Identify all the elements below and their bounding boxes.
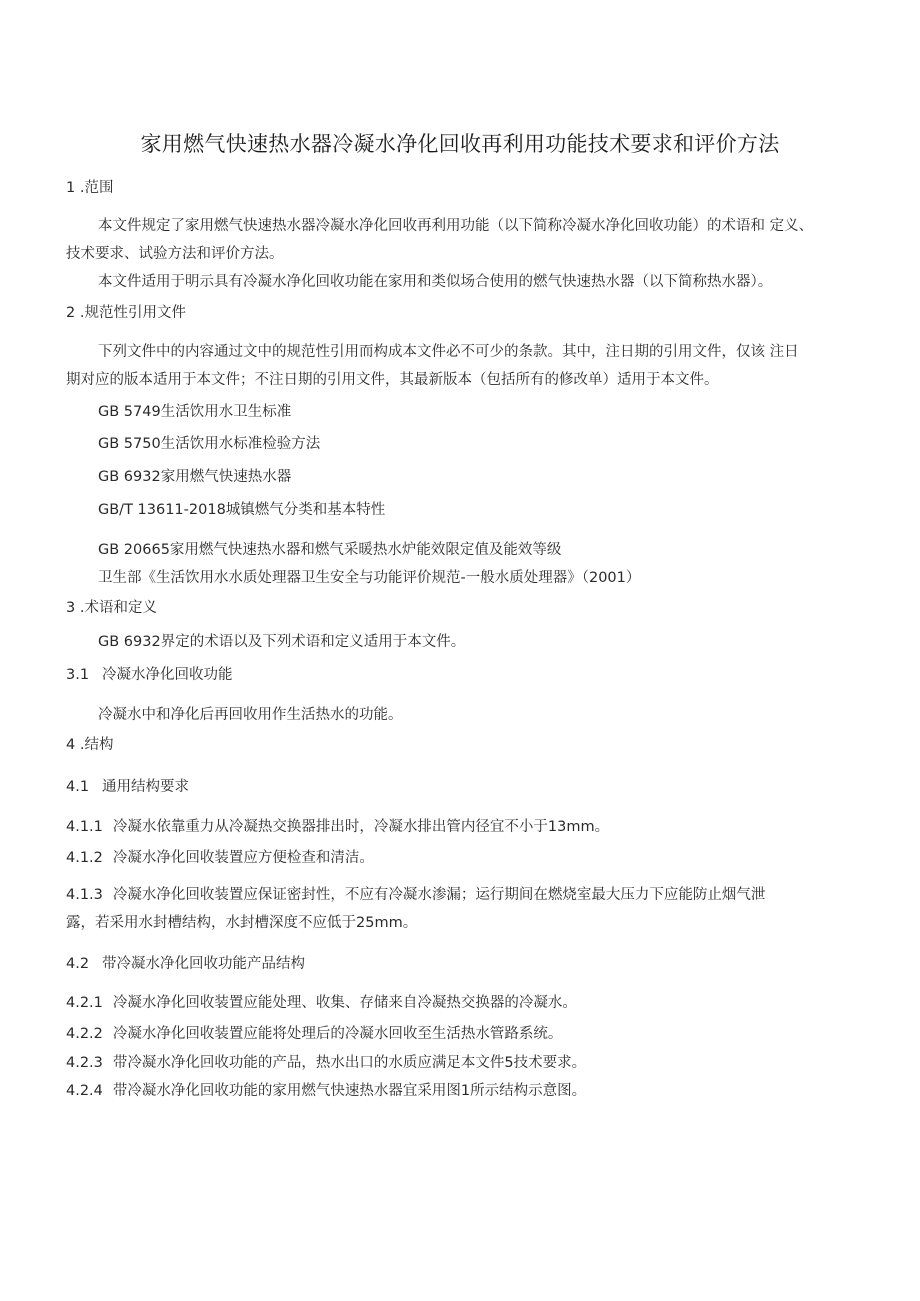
document-title: 家用燃气快速热水器冷凝水净化回收再利用功能技术要求和评价方法 [140,132,780,156]
section-1-paragraph-2: 本文件适用于明示具有冷凝水净化回收功能在家用和类似场合使用的燃气快速热水器（以下简称热水器）。 [98,274,773,290]
clause-number: 4.1 [66,779,90,795]
clause-number: 4.2.4 [66,1083,103,1099]
section-3-paragraph: GB 6932界定的术语以及下列术语和定义适用于本文件。 [98,634,466,650]
section-3-heading: 3 .术语和定义 [66,600,157,616]
clause-4-2-1 [66,991,577,1012]
clause-text: 冷凝水净化回收装置应能将处理后的冷凝水回收至生活热水管路系统。 [112,1026,563,1042]
clause-text: 带冷凝水净化回收功能的产品，热水出口的水质应满足本文件5技术要求。 [112,1055,587,1071]
clause-number: 4.1.1 [66,819,103,835]
clause-text: 冷凝水净化回收装置应方便检查和清洁。 [112,850,374,866]
reference-item: GB 5750生活饮用水标准检验方法 [98,436,321,452]
section-1-paragraph-1a: 本文件规定了家用燃气快速热水器冷凝水净化回收再利用功能（以下简称冷凝水净化回收功能）的术语和 定义、 [98,218,814,234]
clause-number: 4.1.3 [66,887,103,903]
clause-number: 4.2.2 [66,1026,103,1042]
section-1-paragraph-1b: 技术要求、试验方法和评价方法。 [66,246,284,262]
subsection-4-2-heading [66,952,305,973]
clause-text: 冷凝水依靠重力从冷凝热交换器排出时，冷凝水排出管内径宜不小于13mm。 [112,819,610,835]
clause-number: 4.2 [66,956,90,972]
clause-number: 3.1 [66,667,90,683]
section-2-heading: 2 .规范性引用文件 [66,305,186,321]
section-4-heading: 4 .结构 [66,737,114,753]
subsection-4-1-heading [66,775,189,796]
clause-4-1-1 [66,815,609,836]
clause-number: 4.2.1 [66,995,103,1011]
section-1-heading: 1 .范围 [66,180,114,196]
clause-text: 冷凝水净化回收装置应能处理、收集、存储来自冷凝热交换器的冷凝水。 [112,995,577,1011]
clause-text: 冷凝水净化回收装置应保证密封性，不应有冷凝水渗漏；运行期间在燃烧室最大压力下应能防止烟气泄 [112,887,766,903]
clause-number: 4.1.2 [66,850,103,866]
clause-4-1-3 [66,883,765,904]
clause-4-2-2 [66,1022,562,1043]
reference-item: GB 20665家用燃气快速热水器和燃气采暖热水炉能效限定值及能效等级 [98,542,562,558]
clause-4-1-2 [66,846,374,867]
clause-text: 带冷凝水净化回收功能的家用燃气快速热水器宜采用图1所示结构示意图。 [112,1083,587,1099]
reference-item: GB 6932家用燃气快速热水器 [98,469,292,485]
section-2-paragraph-1a: 下列文件中的内容通过文中的规范性引用而构成本文件必不可少的条款。其中，注日期的引用文件，仅该 注日 [98,344,799,360]
clause-title: 冷凝水净化回收功能 [102,667,233,683]
clause-number: 4.2.3 [66,1055,103,1071]
reference-item: 卫生部《生活饮用水水质处理器卫生安全与功能评价规范-一般水质处理器》（2001） [98,570,641,586]
subsection-3-1-definition: 冷凝水中和净化后再回收用作生活热水的功能。 [98,707,403,723]
subsection-3-1-heading [66,663,233,684]
clause-4-1-3-continued: 露，若采用水封槽结构，水封槽深度不应低于25mm。 [66,915,418,931]
reference-item: GB 5749生活饮用水卫生标准 [98,404,292,420]
section-2-paragraph-1b: 期对应的版本适用于本文件；不注日期的引用文件，其最新版本（包括所有的修改单）适用于本文件。 [66,372,719,388]
clause-title: 通用结构要求 [102,779,189,795]
clause-title: 带冷凝水净化回收功能产品结构 [102,956,305,972]
reference-item: GB/T 13611-2018城镇燃气分类和基本特性 [98,502,386,518]
clause-4-2-3 [66,1051,586,1072]
clause-4-2-4 [66,1079,586,1100]
